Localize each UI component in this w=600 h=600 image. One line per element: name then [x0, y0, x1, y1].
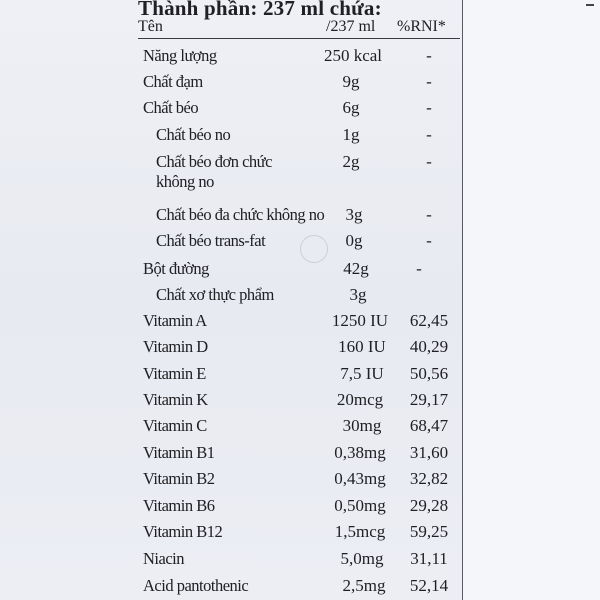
nutrient-name: Vitamin D: [143, 337, 208, 356]
corner-mark: [586, 4, 594, 6]
nutrient-rni: 68,47: [409, 416, 449, 435]
nutrient-amount: 9g: [342, 72, 360, 91]
nutrient-rni: -: [426, 152, 432, 171]
nutrient-rni: -: [426, 205, 432, 224]
nutrient-rni: -: [426, 125, 432, 144]
nutrient-rni: -: [426, 98, 432, 117]
nutrient-name: Niacin: [143, 549, 184, 568]
nutrient-name: Vitamin B6: [143, 496, 215, 515]
nutrient-amount: 0,38mg: [334, 443, 386, 462]
nutrient-name: Vitamin B12: [143, 522, 223, 541]
nutrient-name: [156, 152, 272, 192]
nutrient-name: Chất đạm: [143, 72, 203, 91]
nutrient-name: Năng lượng: [143, 46, 217, 65]
nutrient-rni: -: [426, 231, 432, 250]
nutrient-rni: 32,82: [409, 469, 449, 488]
nutrient-name-line2: không no: [156, 172, 214, 191]
nutrient-amount: 3g: [345, 205, 363, 224]
header-amount: /237 ml: [326, 18, 376, 35]
nutrient-amount: 7,5 IU: [340, 364, 384, 383]
nutrient-amount: 30mg: [342, 416, 382, 435]
label-right-margin: [463, 0, 600, 600]
nutrient-rni: 52,14: [409, 576, 449, 595]
nutrient-name: Vitamin K: [143, 390, 208, 409]
header-rni: %RNI*: [397, 18, 446, 35]
nutrient-name: Chất béo trans-fat: [156, 231, 266, 250]
nutrient-name-line1: Chất béo đơn chức: [156, 152, 272, 171]
nutrient-name: Vitamin A: [143, 311, 207, 330]
nutrient-rni: -: [426, 46, 432, 65]
nutrient-amount: 3g: [349, 285, 367, 304]
nutrient-amount: 160 IU: [338, 337, 386, 356]
nutrient-rni: 40,29: [409, 337, 449, 356]
header-divider: [138, 38, 460, 39]
nutrient-rni: 62,45: [409, 311, 449, 330]
nutrient-amount: 0,43mg: [334, 469, 386, 488]
header-name: Tên: [138, 18, 163, 35]
nutrient-name: Chất xơ thực phẩm: [156, 285, 274, 304]
nutrient-rni: -: [416, 259, 422, 278]
nutrient-amount: 42g: [343, 259, 369, 278]
nutrient-rni: 29,17: [409, 390, 449, 409]
nutrient-rni: -: [426, 72, 432, 91]
nutrient-name: Chất béo: [143, 98, 199, 117]
nutrient-name: Vitamin B1: [143, 443, 215, 462]
nutrient-amount: 2,5mg: [342, 576, 386, 595]
nutrient-rni: 59,25: [409, 522, 449, 541]
nutrient-name: Vitamin E: [143, 364, 206, 383]
nutrient-rni: 29,28: [409, 496, 449, 515]
label-title: Thành phần: 237 ml chứa:: [138, 0, 382, 20]
nutrient-amount: 250 kcal: [323, 46, 383, 65]
nutrient-amount: 1,5mcg: [334, 522, 386, 541]
nutrient-name: Chất béo đa chức không no: [156, 205, 325, 224]
nutrient-name: Acid pantothenic: [143, 576, 249, 595]
nutrient-amount: 0,50mg: [334, 496, 386, 515]
nutrient-amount: 1g: [342, 125, 360, 144]
nutrient-name: Chất béo no: [156, 125, 231, 144]
nutrient-name: Vitamin B2: [143, 469, 215, 488]
nutrient-amount: 6g: [342, 98, 360, 117]
nutrient-amount: 20mcg: [336, 390, 384, 409]
nutrient-amount: 1250 IU: [331, 311, 389, 330]
nutrient-name: Bột đường: [143, 259, 209, 278]
nutrient-amount: 5,0mg: [340, 549, 384, 568]
nutrient-rni: 31,11: [410, 549, 448, 568]
label-border-line: [462, 0, 463, 600]
nutrient-amount: 2g: [342, 152, 360, 171]
nutrient-rni: 50,56: [409, 364, 449, 383]
nutrient-rni: 31,60: [409, 443, 449, 462]
nutrient-amount: 0g: [345, 231, 363, 250]
nutrient-name: Vitamin C: [143, 416, 207, 435]
